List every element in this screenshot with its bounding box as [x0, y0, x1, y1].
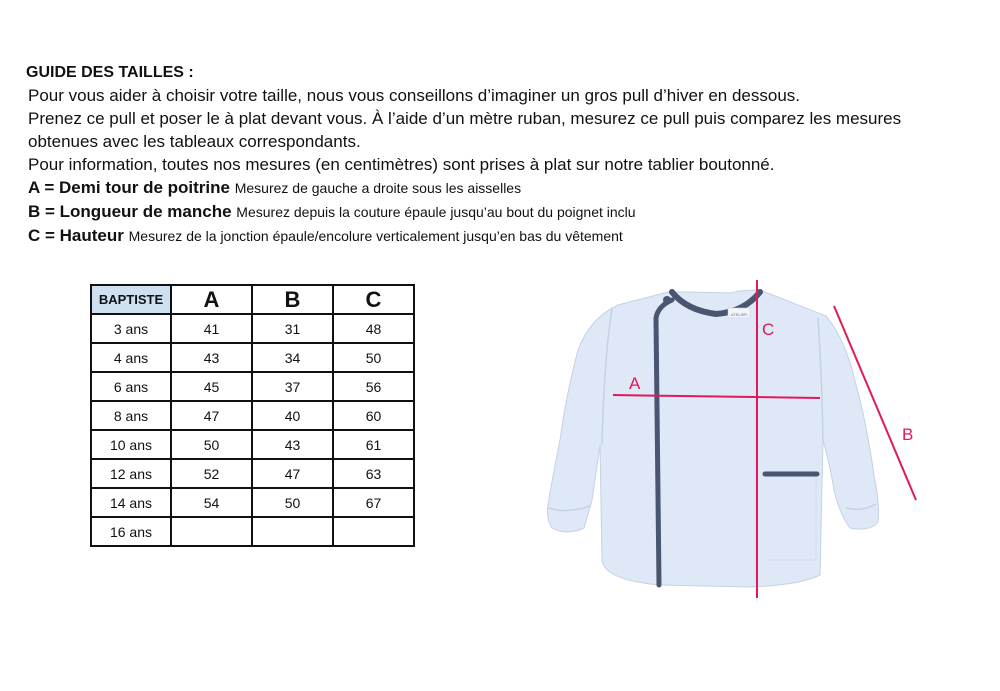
table-row [91, 488, 414, 517]
apron-body [548, 290, 879, 587]
cell-b: 31 [252, 314, 333, 343]
definition-a-term: A = Demi tour de poitrine [28, 178, 230, 197]
cell-c: 50 [333, 343, 414, 372]
definition-c-term: C = Hauteur [28, 226, 124, 245]
cell-b: 43 [252, 430, 333, 459]
row-size: 16 ans [91, 517, 171, 546]
cell-a: 50 [171, 430, 252, 459]
table-row [91, 314, 414, 343]
cell-b: 34 [252, 343, 333, 372]
cell-c: 61 [333, 430, 414, 459]
guide-title: GUIDE DES TAILLES : [26, 64, 194, 81]
cell-a: 43 [171, 343, 252, 372]
guide-paragraph-1: Pour vous aider à choisir votre taille, nous vous conseillons d’imaginer un gros pull d’hiver en dessous. [28, 86, 801, 105]
size-table [90, 284, 415, 547]
header-a: A [171, 285, 252, 314]
size-guide [28, 62, 993, 248]
apron-illustration [540, 270, 980, 600]
header-model: BAPTISTE [91, 285, 171, 314]
cell-b: 50 [252, 488, 333, 517]
guide-paragraph-2: Prenez ce pull et poser le à plat devant vous. À l’aide d’un mètre ruban, mesurez ce pull puis comparez les mesures [28, 109, 902, 128]
header-b: B [252, 285, 333, 314]
cell-b [252, 517, 333, 546]
definition-b-term: B = Longueur de manche [28, 202, 232, 221]
row-size: 14 ans [91, 488, 171, 517]
cell-a: 45 [171, 372, 252, 401]
cell-a [171, 517, 252, 546]
guide-paragraph-4: Pour information, toutes nos mesures (en centimètres) sont prises à plat sur notre tablier boutonné. [28, 155, 775, 174]
definition-b [28, 200, 993, 224]
measure-b-label: B [902, 425, 914, 444]
button [663, 296, 671, 304]
cell-a: 47 [171, 401, 252, 430]
definition-a-desc: Mesurez de gauche a droite sous les aisselles [234, 180, 522, 196]
definition-c-desc: Mesurez de la jonction épaule/encolure verticalement jusqu’en bas du vêtement [128, 228, 623, 244]
table-row [91, 372, 414, 401]
cell-c: 48 [333, 314, 414, 343]
definition-c [28, 224, 993, 248]
cell-c: 67 [333, 488, 414, 517]
definition-b-desc: Mesurez depuis la couture épaule jusqu’au bout du poignet inclu [236, 204, 636, 220]
row-size: 12 ans [91, 459, 171, 488]
table-row [91, 401, 414, 430]
table-row [91, 343, 414, 372]
brand-text: ATELIER [730, 312, 748, 317]
cell-a: 41 [171, 314, 252, 343]
cell-a: 52 [171, 459, 252, 488]
row-size: 10 ans [91, 430, 171, 459]
guide-paragraph-3: obtenues avec les tableaux correspondants. [28, 132, 361, 151]
cell-a: 54 [171, 488, 252, 517]
apron-diagram [540, 270, 980, 600]
cell-b: 37 [252, 372, 333, 401]
cell-c: 60 [333, 401, 414, 430]
row-size: 4 ans [91, 343, 171, 372]
cell-c [333, 517, 414, 546]
definition-a [28, 176, 993, 200]
row-size: 8 ans [91, 401, 171, 430]
cell-b: 47 [252, 459, 333, 488]
table-row [91, 459, 414, 488]
row-size: 6 ans [91, 372, 171, 401]
header-c: C [333, 285, 414, 314]
table-row [91, 517, 414, 546]
table-header-row [91, 285, 414, 314]
cell-b: 40 [252, 401, 333, 430]
cell-c: 63 [333, 459, 414, 488]
row-size: 3 ans [91, 314, 171, 343]
table-row [91, 430, 414, 459]
measure-c-label: C [762, 320, 775, 339]
cell-c: 56 [333, 372, 414, 401]
measure-a-label: A [629, 374, 641, 393]
